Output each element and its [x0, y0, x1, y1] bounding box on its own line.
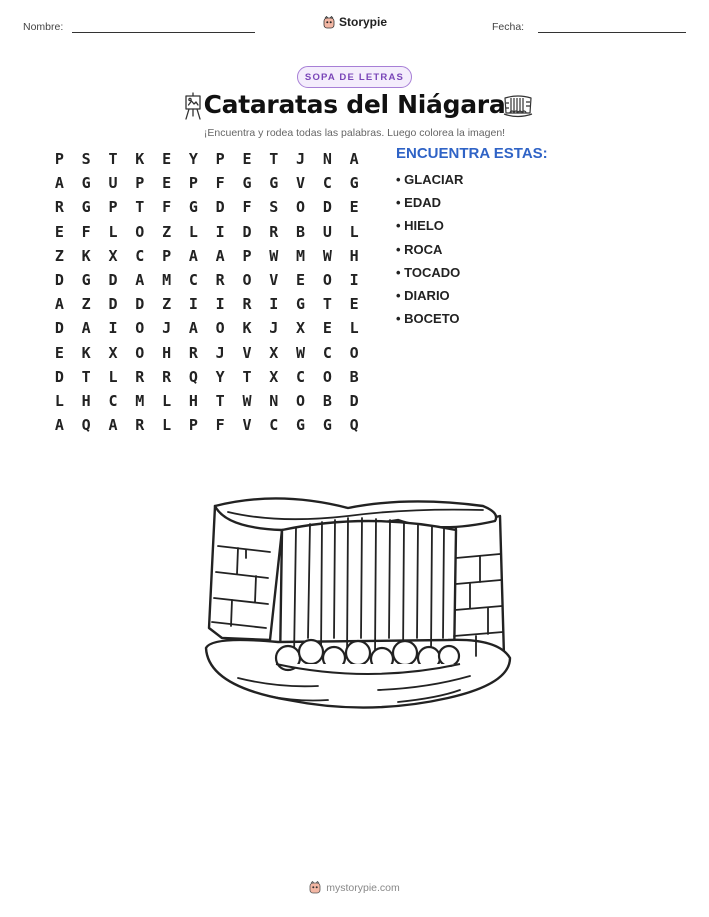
grid-letter[interactable]: G — [81, 198, 91, 217]
grid-letter[interactable]: Q — [81, 416, 91, 435]
grid-row — [46, 316, 368, 340]
grid-letter[interactable]: V — [269, 270, 279, 289]
word-list-item: • BOCETO — [396, 311, 460, 327]
grid-letter[interactable]: X — [108, 246, 118, 265]
grid-letter[interactable]: O — [242, 270, 252, 289]
grid-letter[interactable]: W — [269, 246, 279, 265]
grid-letter[interactable]: F — [81, 222, 91, 241]
word-list — [396, 171, 463, 333]
date-label: Fecha: — [492, 21, 525, 33]
grid-letter[interactable]: J — [269, 319, 279, 338]
grid-letter[interactable]: D — [108, 295, 118, 314]
grid-letter[interactable]: D — [242, 222, 252, 241]
grid-letter[interactable]: V — [242, 343, 252, 362]
name-field-line[interactable] — [72, 32, 255, 33]
grid-letter[interactable]: G — [81, 270, 91, 289]
grid-letter[interactable]: O — [296, 198, 306, 217]
grid-row — [46, 220, 368, 244]
grid-row — [46, 268, 368, 292]
grid-row — [46, 195, 368, 219]
grid-letter[interactable]: M — [162, 270, 172, 289]
grid-row — [46, 292, 368, 316]
grid-letter[interactable]: A — [215, 246, 225, 265]
grid-letter[interactable]: E — [54, 222, 64, 241]
grid-letter[interactable]: P — [215, 150, 225, 168]
grid-letter[interactable]: L — [162, 416, 172, 435]
grid-letter[interactable]: T — [322, 295, 332, 314]
grid-letter[interactable]: I — [188, 295, 198, 314]
grid-letter[interactable]: E — [54, 343, 64, 362]
grid-letter[interactable]: W — [242, 391, 252, 410]
grid-letter[interactable]: L — [54, 391, 64, 410]
grid-letter[interactable]: B — [322, 391, 332, 410]
grid-letter[interactable]: G — [296, 416, 306, 435]
grid-letter[interactable]: I — [215, 295, 225, 314]
grid-letter[interactable]: Z — [54, 246, 64, 265]
grid-letter[interactable]: D — [322, 198, 332, 217]
grid-letter[interactable]: O — [322, 270, 332, 289]
grid-letter[interactable]: A — [81, 319, 91, 338]
grid-letter[interactable]: E — [322, 319, 332, 338]
grid-letter[interactable]: R — [135, 367, 145, 386]
grid-letter[interactable]: R — [135, 416, 145, 435]
grid-letter[interactable]: C — [108, 391, 118, 410]
grid-letter[interactable]: I — [215, 222, 225, 241]
grid-letter[interactable]: L — [349, 319, 359, 338]
grid-letter[interactable]: T — [215, 391, 225, 410]
grid-letter[interactable]: H — [162, 343, 172, 362]
word-list-item: • DIARIO — [396, 287, 450, 303]
grid-letter[interactable]: P — [162, 246, 172, 265]
grid-letter[interactable]: M — [135, 391, 145, 410]
grid-letter[interactable]: U — [322, 222, 332, 241]
grid-letter[interactable]: R — [215, 270, 225, 289]
page-title: Cataratas del Niágara — [203, 90, 506, 119]
grid-letter[interactable]: Y — [188, 150, 198, 168]
grid-letter[interactable]: T — [242, 367, 252, 386]
grid-letter[interactable]: J — [162, 319, 172, 338]
grid-letter[interactable]: Z — [162, 295, 172, 314]
grid-letter[interactable]: X — [269, 367, 279, 386]
grid-letter[interactable]: T — [108, 150, 118, 168]
grid-letter[interactable]: C — [322, 174, 332, 193]
instructions: ¡Encuentra y rodea todas las palabras. Luego colorea la imagen! — [203, 127, 506, 139]
grid-letter[interactable]: O — [135, 222, 145, 241]
grid-letter[interactable]: R — [162, 367, 172, 386]
grid-letter[interactable]: A — [349, 150, 359, 168]
grid-letter[interactable]: V — [242, 416, 252, 435]
grid-letter[interactable]: H — [81, 391, 91, 410]
grid-letter[interactable]: A — [54, 416, 64, 435]
grid-letter[interactable]: R — [269, 222, 279, 241]
grid-letter[interactable]: K — [242, 319, 252, 338]
grid-letter[interactable]: F — [242, 198, 252, 217]
grid-letter[interactable]: D — [54, 319, 64, 338]
word-list-item: • ROCA — [396, 241, 443, 257]
grid-row — [46, 244, 368, 268]
grid-letter[interactable]: A — [135, 270, 145, 289]
grid-letter[interactable]: A — [54, 295, 64, 314]
waterfall-illustration — [198, 488, 513, 720]
grid-letter[interactable]: O — [215, 319, 225, 338]
grid-letter[interactable]: F — [215, 174, 225, 193]
grid-letter[interactable]: J — [215, 343, 225, 362]
grid-letter[interactable]: W — [322, 246, 332, 265]
grid-letter[interactable]: A — [54, 174, 64, 193]
grid-row — [46, 341, 368, 365]
grid-letter[interactable]: P — [188, 416, 198, 435]
grid-letter[interactable]: F — [215, 416, 225, 435]
grid-letter[interactable]: V — [296, 174, 306, 193]
grid-letter[interactable]: H — [349, 246, 359, 265]
grid-letter[interactable]: R — [54, 198, 64, 217]
grid-letter[interactable]: O — [322, 367, 332, 386]
footer-url[interactable]: mystorypie.com — [326, 881, 400, 894]
storypie-logo — [323, 15, 387, 29]
grid-letter[interactable]: G — [349, 174, 359, 193]
grid-letter[interactable]: E — [296, 270, 306, 289]
grid-letter[interactable]: S — [269, 198, 279, 217]
grid-letter[interactable]: Z — [81, 295, 91, 314]
grid-letter[interactable]: O — [135, 319, 145, 338]
grid-letter[interactable]: G — [81, 174, 91, 193]
grid-letter[interactable]: E — [162, 174, 172, 193]
grid-letter[interactable]: D — [54, 367, 64, 386]
grid-letter[interactable]: I — [349, 270, 359, 289]
grid-row — [46, 389, 368, 413]
grid-letter[interactable]: D — [135, 295, 145, 314]
grid-letter[interactable]: O — [349, 343, 359, 362]
grid-letter[interactable]: D — [108, 270, 118, 289]
grid-letter[interactable]: E — [349, 198, 359, 217]
footer — [0, 881, 709, 894]
grid-letter[interactable]: L — [108, 222, 118, 241]
word-list-title: ENCUENTRA ESTAS: — [396, 145, 548, 162]
grid-letter[interactable]: G — [322, 416, 332, 435]
grid-letter[interactable]: B — [349, 367, 359, 386]
grid-letter[interactable]: E — [162, 150, 172, 168]
grid-letter[interactable]: I — [108, 319, 118, 338]
grid-row — [46, 365, 368, 389]
storypie-mascot-icon — [309, 881, 321, 894]
grid-letter[interactable]: K — [81, 246, 91, 265]
grid-letter[interactable]: R — [242, 295, 252, 314]
grid-letter[interactable]: T — [81, 367, 91, 386]
grid-letter[interactable]: W — [296, 343, 306, 362]
grid-letter[interactable]: T — [135, 198, 145, 217]
grid-letter[interactable]: C — [135, 246, 145, 265]
grid-letter[interactable]: N — [322, 150, 332, 168]
grid-letter[interactable]: L — [349, 222, 359, 241]
grid-row — [46, 147, 368, 171]
grid-letter[interactable]: O — [135, 343, 145, 362]
grid-letter[interactable]: C — [322, 343, 332, 362]
storypie-mascot-icon — [323, 16, 335, 29]
grid-letter[interactable]: D — [215, 198, 225, 217]
grid-letter[interactable]: L — [162, 391, 172, 410]
word-list-item: • TOCADO — [396, 264, 461, 280]
grid-letter[interactable]: J — [296, 150, 306, 168]
grid-letter[interactable]: Q — [188, 367, 198, 386]
grid-row — [46, 171, 368, 195]
grid-letter[interactable]: M — [296, 246, 306, 265]
grid-letter[interactable]: K — [135, 150, 145, 168]
name-label: Nombre: — [23, 21, 64, 33]
grid-letter[interactable]: K — [81, 343, 91, 362]
grid-letter[interactable]: X — [108, 343, 118, 362]
word-list-item: • GLACIAR — [396, 172, 464, 187]
word-list-item: • EDAD — [396, 195, 441, 211]
grid-letter[interactable]: C — [296, 367, 306, 386]
grid-letter[interactable]: E — [242, 150, 252, 168]
grid-letter[interactable]: L — [188, 222, 198, 241]
word-search-grid — [46, 147, 368, 437]
grid-letter[interactable]: A — [188, 319, 198, 338]
grid-letter[interactable]: Z — [162, 222, 172, 241]
grid-letter[interactable]: A — [188, 246, 198, 265]
grid-letter[interactable]: P — [108, 198, 118, 217]
brand-name: Storypie — [339, 15, 388, 29]
activity-badge: SOPA DE LETRAS — [297, 66, 412, 88]
grid-letter[interactable]: T — [269, 150, 279, 168]
grid-letter[interactable]: R — [188, 343, 198, 362]
grid-letter[interactable]: F — [162, 198, 172, 217]
grid-letter[interactable]: O — [296, 391, 306, 410]
grid-letter[interactable]: A — [108, 416, 118, 435]
grid-letter[interactable]: B — [296, 222, 306, 241]
grid-letter[interactable]: X — [269, 343, 279, 362]
grid-letter[interactable]: P — [54, 150, 64, 168]
grid-letter[interactable]: S — [81, 150, 91, 168]
grid-letter[interactable]: C — [269, 416, 279, 435]
grid-letter[interactable]: Y — [215, 367, 225, 386]
grid-letter[interactable]: G — [296, 295, 306, 314]
date-field-line[interactable] — [538, 32, 686, 33]
grid-letter[interactable]: Q — [349, 416, 359, 435]
grid-letter[interactable]: H — [188, 391, 198, 410]
grid-letter[interactable]: P — [188, 174, 198, 193]
grid-letter[interactable]: U — [108, 174, 118, 193]
word-list-item: • HIELO — [396, 218, 444, 234]
grid-letter[interactable]: P — [135, 174, 145, 193]
grid-letter[interactable]: X — [296, 319, 306, 338]
grid-letter[interactable]: D — [349, 391, 359, 410]
grid-letter[interactable]: G — [188, 198, 198, 217]
grid-letter[interactable]: E — [349, 295, 359, 314]
grid-letter[interactable]: L — [108, 367, 118, 386]
grid-letter[interactable]: G — [269, 174, 279, 193]
grid-letter[interactable]: C — [188, 270, 198, 289]
grid-letter[interactable]: D — [54, 270, 64, 289]
grid-letter[interactable]: P — [242, 246, 252, 265]
grid-letter[interactable]: G — [242, 174, 252, 193]
grid-letter[interactable]: I — [269, 295, 279, 314]
grid-letter[interactable]: N — [269, 391, 279, 410]
grid-row — [46, 413, 368, 437]
